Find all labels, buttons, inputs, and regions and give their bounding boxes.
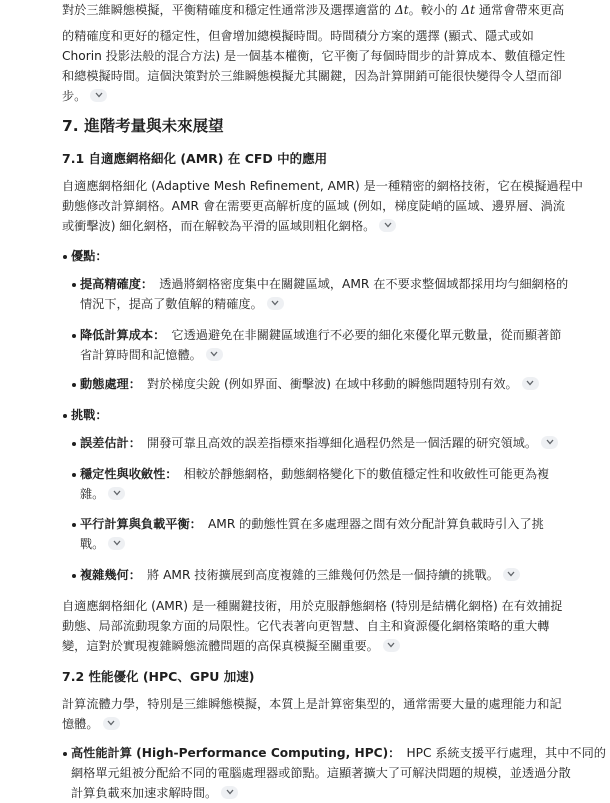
list-item-text: 將 AMR 技術擴展到高度複雜的三維幾何仍然是一個持續的挑戰。 bbox=[147, 568, 499, 582]
chevron-down-icon bbox=[95, 92, 103, 98]
list-item bbox=[80, 565, 550, 585]
expand-citation-button[interactable] bbox=[108, 487, 125, 500]
list-item-text: 對於梯度尖銳 (例如界面、衝擊波) 在域中移動的瞬態問題特別有效。 bbox=[147, 377, 518, 391]
intro-text: 通常會帶來更高 bbox=[478, 3, 565, 17]
expand-citation-button[interactable] bbox=[541, 436, 558, 449]
list-item-term: 高性能計算 (High-Performance Computing, HPC)： bbox=[71, 746, 395, 760]
subsection-heading: 7.1 自適應網格細化 (AMR) 在 CFD 中的應用 bbox=[62, 151, 328, 166]
list-item-text: 省計算時間和記憶體。 bbox=[80, 348, 202, 362]
list-item-term: 平行計算與負載平衡： bbox=[80, 517, 196, 531]
advantages-label: 優點： bbox=[71, 249, 108, 263]
performance-paragraph bbox=[62, 694, 562, 734]
expand-citation-button[interactable] bbox=[383, 639, 400, 652]
list-item bbox=[80, 464, 550, 504]
list-item-term: 提高精確度： bbox=[80, 277, 148, 291]
list-item bbox=[80, 433, 550, 453]
list-item bbox=[71, 743, 606, 803]
expand-citation-button[interactable] bbox=[379, 219, 396, 232]
bullet-icon bbox=[72, 442, 76, 446]
paragraph-line: 動態、局部流動現象方面的局限性。它代表著向更智慧、自主和資源優化網格策略的重大轉 bbox=[62, 619, 550, 633]
bullet-icon bbox=[72, 334, 76, 338]
bullet-icon bbox=[72, 283, 76, 287]
chevron-down-icon bbox=[384, 222, 392, 228]
expand-citation-button[interactable] bbox=[90, 89, 107, 102]
chevron-down-icon bbox=[526, 380, 534, 386]
amr-intro-paragraph bbox=[62, 176, 583, 236]
list-item-text: 雜。 bbox=[80, 487, 105, 501]
chevron-down-icon bbox=[546, 439, 554, 445]
chevron-down-icon bbox=[113, 540, 121, 546]
list-item bbox=[80, 274, 569, 314]
bullet-icon bbox=[72, 473, 76, 477]
expand-citation-button[interactable] bbox=[522, 377, 539, 390]
chevron-down-icon bbox=[210, 351, 218, 357]
chevron-down-icon bbox=[387, 642, 395, 648]
intro-text: 。較小的 bbox=[408, 3, 458, 17]
expand-citation-button[interactable] bbox=[503, 568, 520, 581]
bullet-icon bbox=[72, 383, 76, 387]
list-item-text: 計算負載來加速求解時間。 bbox=[71, 786, 218, 800]
bullet-icon bbox=[63, 255, 67, 259]
intro-text: 的精確度和更好的穩定性，但會增加總模擬時間。時間積分方案的選擇 (顯式、隱式或如 bbox=[62, 29, 534, 43]
chevron-down-icon bbox=[226, 789, 234, 795]
bullet-icon bbox=[63, 752, 67, 756]
intro-text: 步。 bbox=[62, 89, 87, 103]
paragraph-line: 或衝擊波) 細化網格，而在解較為平滑的區域則粗化網格。 bbox=[62, 219, 376, 233]
intro-text: 對於三維瞬態模擬，平衡精確度和穩定性通常涉及選擇適當的 bbox=[62, 3, 392, 17]
bullet-icon bbox=[72, 574, 76, 578]
challenges-label: 挑戰： bbox=[71, 408, 108, 422]
math-delta-t: Δt bbox=[394, 3, 409, 17]
paragraph-line: 自適應網格細化 (Adaptive Mesh Refinement, AMR) 是一種精密的網格技術，它在模擬過程中 bbox=[62, 179, 583, 193]
chevron-down-icon bbox=[507, 571, 515, 577]
list-item-text: 透過將網格密度集中在關鍵區域，AMR 在不要求整個域都採用均勻細網格的 bbox=[159, 277, 569, 291]
list-item-text: 戰。 bbox=[80, 537, 105, 551]
paragraph-line: 計算流體力學，特別是三維瞬態模擬，本質上是計算密集型的，通常需要大量的處理能力和記 bbox=[62, 697, 562, 711]
list-item-term: 穩定性與收斂性： bbox=[80, 467, 172, 481]
list-item-text: 開發可靠且高效的誤差指標來指導細化過程仍然是一個活躍的研究領域。 bbox=[147, 436, 538, 450]
expand-citation-button[interactable] bbox=[206, 348, 223, 361]
expand-citation-button[interactable] bbox=[221, 786, 238, 799]
list-item-term: 動態處理： bbox=[80, 377, 135, 391]
list-item-term: 降低計算成本： bbox=[80, 328, 160, 342]
list-item-text: 相較於靜態網格，動態網格變化下的數值穩定性和收斂性可能更為複 bbox=[183, 467, 550, 481]
chevron-down-icon bbox=[113, 490, 121, 496]
paragraph-line: 動態修改計算網格。AMR 會在需要更高解析度的區域 (例如，梯度陡峭的區域、邊界層、渦流 bbox=[62, 199, 565, 213]
list-item-term: 複雜幾何： bbox=[80, 568, 135, 582]
paragraph-line: 變，這對於實現複雜瞬態流體問題的高保真模擬至關重要。 bbox=[62, 639, 379, 653]
chevron-down-icon bbox=[271, 300, 279, 306]
intro-paragraph bbox=[62, 0, 566, 106]
list-item-text: HPC 系統支援平行處理，其中不同的 bbox=[406, 746, 606, 760]
paragraph-line: 憶體。 bbox=[62, 717, 99, 731]
intro-text: 和總模擬時間。這個決策對於三維瞬態模擬尤其關鍵，因為計算開銷可能很快變得令人望而卻 bbox=[62, 69, 562, 83]
chevron-down-icon bbox=[107, 720, 115, 726]
list-item-text: AMR 的動態性質在多處理器之間有效分配計算負載時引入了挑 bbox=[207, 517, 544, 531]
expand-citation-button[interactable] bbox=[108, 537, 125, 550]
list-item-text: 情況下，提高了數值解的精確度。 bbox=[80, 297, 263, 311]
bullet-icon bbox=[63, 414, 67, 418]
amr-summary-paragraph bbox=[62, 596, 563, 656]
list-item-text: 網格單元組被分配給不同的電腦處理器或節點。這顯著擴大了可解決問題的規模，並透過分散 bbox=[71, 766, 571, 780]
list-item bbox=[80, 514, 550, 554]
subsection-heading: 7.2 性能優化 (HPC、GPU 加速) bbox=[62, 669, 255, 684]
bullet-icon bbox=[72, 523, 76, 527]
list-item-text: 它透過避免在非關鍵區域進行不必要的細化來優化單元數量，從而顯著節 bbox=[171, 328, 562, 342]
list-item-term: 誤差估計： bbox=[80, 436, 135, 450]
expand-citation-button[interactable] bbox=[103, 717, 120, 730]
paragraph-line: 自適應網格細化 (AMR) 是一種關鍵技術，用於克服靜態網格 (特別是結構化網格) 在有效捕捉 bbox=[62, 599, 563, 613]
expand-citation-button[interactable] bbox=[267, 297, 284, 310]
math-delta-t: Δt bbox=[461, 3, 475, 17]
section-heading: 7. 進階考量與未來展望 bbox=[62, 117, 224, 135]
intro-text: Chorin 投影法般的混合方法) 是一個基本權衡，它平衡了每個時間步的計算成本、數值穩定性 bbox=[62, 49, 566, 63]
list-item bbox=[80, 325, 562, 365]
list-item bbox=[80, 374, 550, 394]
